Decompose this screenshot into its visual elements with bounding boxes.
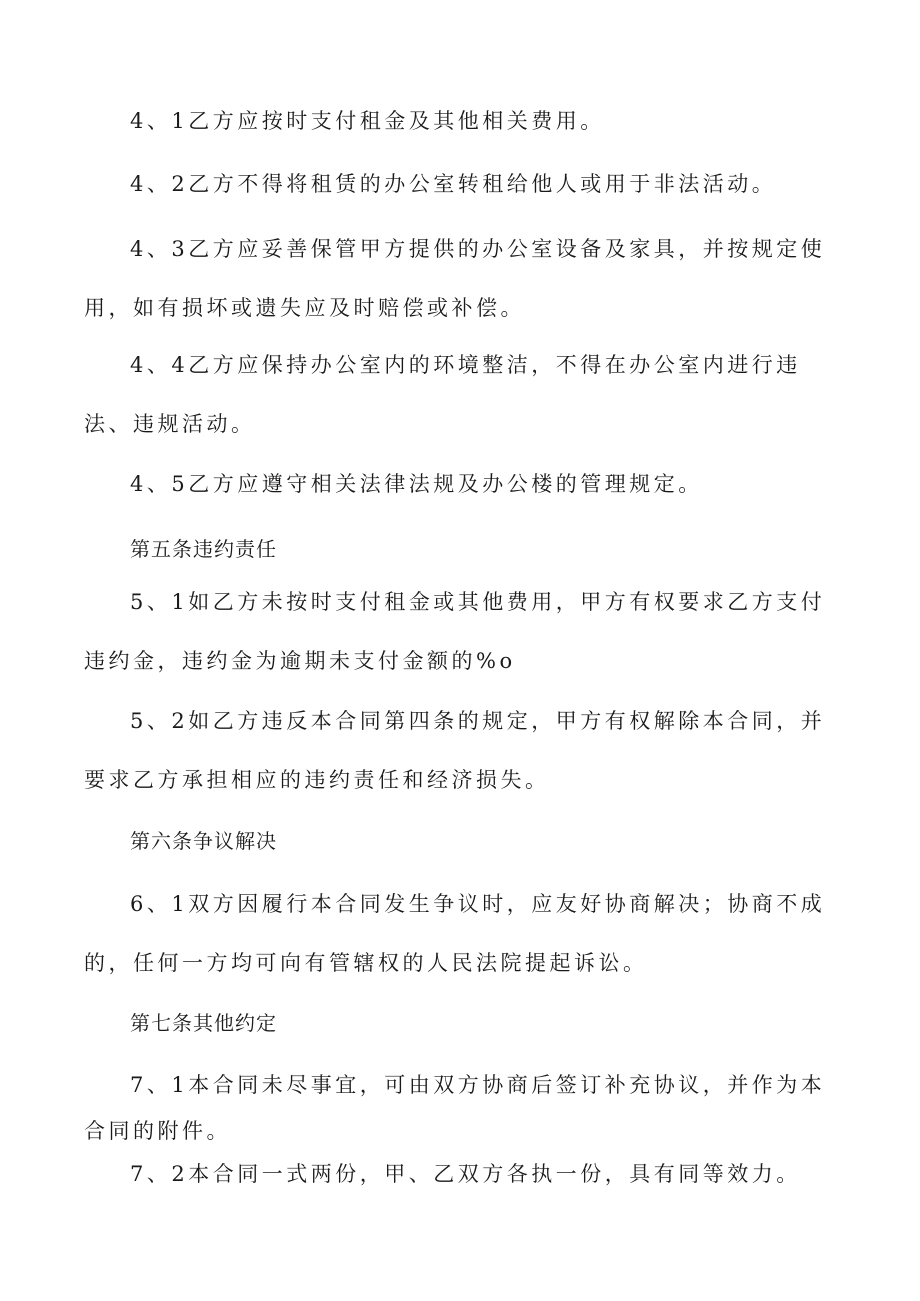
clause-4-5: 4、5乙方应遵守相关法律法规及办公楼的管理规定。: [130, 472, 703, 496]
section-heading-article-7: 第七条其他约定: [130, 1011, 277, 1035]
section-heading-article-5: 第五条违约责任: [130, 537, 277, 561]
clause-4-4: 4、4乙方应保持办公室内的环境整洁，不得在办公室内进行违法、违规活动。: [84, 353, 801, 436]
clause-5-2: 5、2如乙方违反本合同第四条的规定，甲方有权解除本合同，并要求乙方承担相应的违约责任和经济损失。: [84, 709, 826, 792]
clause-4-1: 4、1乙方应按时支付租金及其他相关费用。: [130, 109, 605, 133]
clause-4-3: 4、3乙方应妥善保管甲方提供的办公室设备及家具，并按规定使用，如有损坏或遗失应及时赔偿或补偿。: [84, 237, 826, 320]
clause-4-2: 4、2乙方不得将租赁的办公室转租给他人或用于非法活动。: [130, 172, 777, 196]
clause-7-1: 7、1本合同未尽事宜，可由双方协商后签订补充协议，并作为本合同的附件。: [84, 1073, 826, 1143]
clause-6-1: 6、1双方因履行本合同发生争议时，应友好协商解决；协商不成的，任何一方均可向有管辖权的人民法院提起诉讼。: [84, 892, 826, 975]
section-heading-article-6: 第六条争议解决: [130, 829, 277, 853]
clause-5-1: 5、1如乙方未按时支付租金或其他费用，甲方有权要求乙方支付违约金，违约金为逾期未支付金额的%o: [84, 590, 826, 673]
clause-7-2: 7、2本合同一式两份，甲、乙双方各执一份，具有同等效力。: [130, 1162, 801, 1186]
